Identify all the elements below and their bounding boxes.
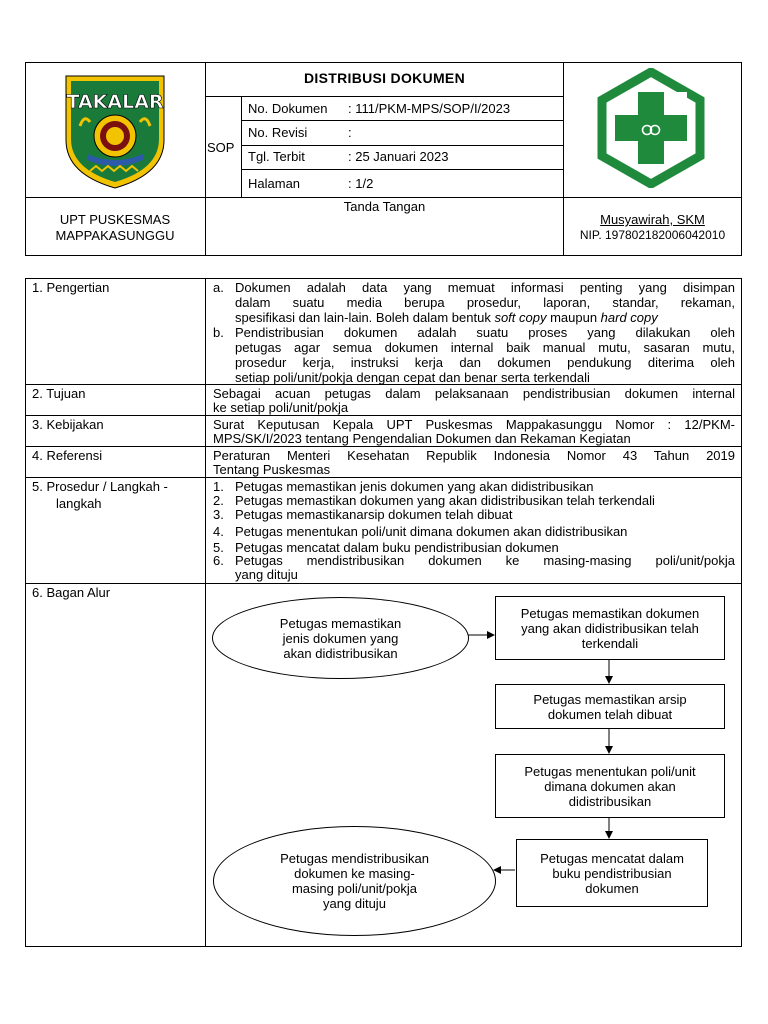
flow-node-1 [212, 597, 469, 679]
row-label-halaman: Halaman [248, 176, 301, 191]
row-value-tgl-terbit: : 25 Januari 2023 [348, 149, 449, 164]
row-value-no-revisi: : [348, 125, 352, 140]
pengertian-b-line-2: petugas agar semua dokumen internal baik manual mutu, sasaran mutu, [235, 340, 735, 355]
flow-node-6-line: dokumen ke masing- [294, 866, 415, 881]
flow-node-5 [516, 839, 708, 907]
step-text: Petugas memastikanarsip dokumen telah dibuat [235, 507, 513, 522]
section-label-pengertian: 1. Pengertian [32, 280, 110, 295]
flow-node-5-line: dokumen [585, 880, 639, 896]
referensi-line-2: Tentang Puskesmas [213, 462, 331, 477]
step-text-continued: yang dituju [235, 567, 298, 582]
step-number: 2. [213, 493, 224, 508]
row-label-tgl-terbit: Tgl. Terbit [248, 149, 305, 164]
flow-node-5-line: Petugas mencatat dalam [540, 850, 684, 866]
pengertian-a-line-3-mid: maupun [546, 310, 601, 325]
flow-node-2-line: yang akan didistribusikan telah [521, 620, 699, 636]
pengertian-a-line-3-text: spesifikasi dan lain-lain. Boleh dalam bentuk [235, 310, 495, 325]
tujuan-line-1: Sebagai acuan petugas dalam pelaksanaan pendistribusian dokumen internal [213, 386, 735, 401]
step-text: Petugas memastikan jenis dokumen yang akan didistribusikan [235, 479, 594, 494]
row-label-no-dokumen: No. Dokumen [248, 101, 328, 116]
svg-text:TAKALAR: TAKALAR [66, 91, 164, 113]
section-label-kebijakan: 3. Kebijakan [32, 417, 104, 432]
flow-node-6-line: yang dituju [323, 896, 386, 911]
row-value-halaman: : 1/2 [348, 176, 374, 191]
step-text: Petugas mendistribusikan dokumen ke masing-masing poli/unit/pokja [235, 553, 735, 568]
flow-node-2-line: Petugas memastikan dokumen [520, 605, 700, 621]
tujuan-line-2: ke setiap poli/unit/pokja [213, 400, 349, 415]
pengertian-b-line-3: prosedur kerja, instruksi kerja dan dokumen pendukung diterima oleh [235, 355, 735, 370]
flow-node-3-line: Petugas memastikan arsip [533, 691, 687, 707]
flow-node-1-line: Petugas memastikan [279, 615, 402, 631]
org-line-2: MAPPAKASUNGGU [55, 228, 175, 243]
flow-node-2 [495, 596, 725, 660]
section-label-prosedur-1: 5. Prosedur / Langkah - [32, 479, 168, 494]
section-label-referensi: 4. Referensi [32, 448, 103, 463]
pengertian-b-line-4: setiap poli/unit/pokja dengan cepat dan benar serta terkendali [235, 370, 590, 385]
flow-node-4-line: dimana dokumen akan [544, 778, 676, 794]
step-text: Petugas mencatat dalam buku pendistribusian dokumen [235, 540, 559, 555]
flow-node-3 [495, 684, 725, 729]
signer-nip: NIP. 197802182006042010 [579, 228, 726, 242]
org-line-1: UPT PUSKESMAS [59, 212, 171, 227]
step-number: 5. [213, 540, 224, 555]
flow-node-1-line: akan didistribusikan [283, 645, 398, 661]
flow-node-3-line: dokumen telah dibuat [547, 706, 673, 722]
flow-node-4-line: Petugas menentukan poli/unit [524, 763, 696, 779]
signature-label: Tanda Tangan [343, 199, 426, 214]
row-value-no-dokumen: : 111/PKM-MPS/SOP/I/2023 [348, 101, 511, 116]
flow-node-6-line: Petugas mendistribusikan [280, 851, 429, 866]
section-label-tujuan: 2. Tujuan [32, 386, 86, 401]
flow-node-6-line: masing poli/unit/pokja [291, 881, 417, 896]
flow-node-5-line: buku pendistribusian [552, 865, 672, 881]
flow-node-4 [495, 754, 725, 818]
flow-node-1-line: jenis dokumen yang [282, 630, 399, 646]
step-number: 6. [213, 553, 224, 568]
pengertian-a-line-1: Dokumen adalah data yang memuat informasi penting yang disimpan [235, 280, 735, 295]
pengertian-a-marker: a. [213, 280, 224, 295]
step-number: 4. [213, 524, 224, 539]
soft-copy-term: soft copy [494, 310, 547, 325]
flow-node-4-line: didistribusikan [568, 793, 652, 809]
step-text: Petugas memastikan dokumen yang akan didistribusikan telah terkendali [235, 493, 655, 508]
signer-name: Musyawirah, SKM [600, 212, 705, 227]
flow-node-2-line: terkendali [581, 635, 639, 651]
flow-node-6 [213, 826, 496, 936]
row-label-no-revisi: No. Revisi [248, 125, 308, 140]
hard-copy-term: hard copy [600, 310, 658, 325]
kebijakan-line-2: MPS/SK/I/2023 tentang Pengendalian Dokumen dan Rekaman Kegiatan [213, 431, 631, 446]
step-number: 3. [213, 507, 224, 522]
kebijakan-line-1: Surat Keputusan Kepala UPT Puskesmas Mappakasunggu Nomor : 12/PKM- [213, 417, 735, 432]
pengertian-b-marker: b. [213, 325, 224, 340]
sop-label: SOP [207, 140, 235, 155]
section-label-prosedur-2: langkah [56, 496, 102, 511]
referensi-line-1: Peraturan Menteri Kesehatan Republik Indonesia Nomor 43 Tahun 2019 [213, 448, 735, 463]
step-text: Petugas menentukan poli/unit dimana dokumen akan didistribusikan [235, 524, 628, 539]
step-number: 1. [213, 479, 224, 494]
document-title: DISTRIBUSI DOKUMEN [304, 70, 465, 86]
section-label-bagan: 6. Bagan Alur [32, 585, 111, 600]
pengertian-a-line-2: dalam suatu media berupa prosedur, laporan, standar, rekaman, [235, 295, 735, 310]
pengertian-b-line-1: Pendistribusian dokumen adalah suatu proses yang dilakukan oleh [235, 325, 735, 340]
